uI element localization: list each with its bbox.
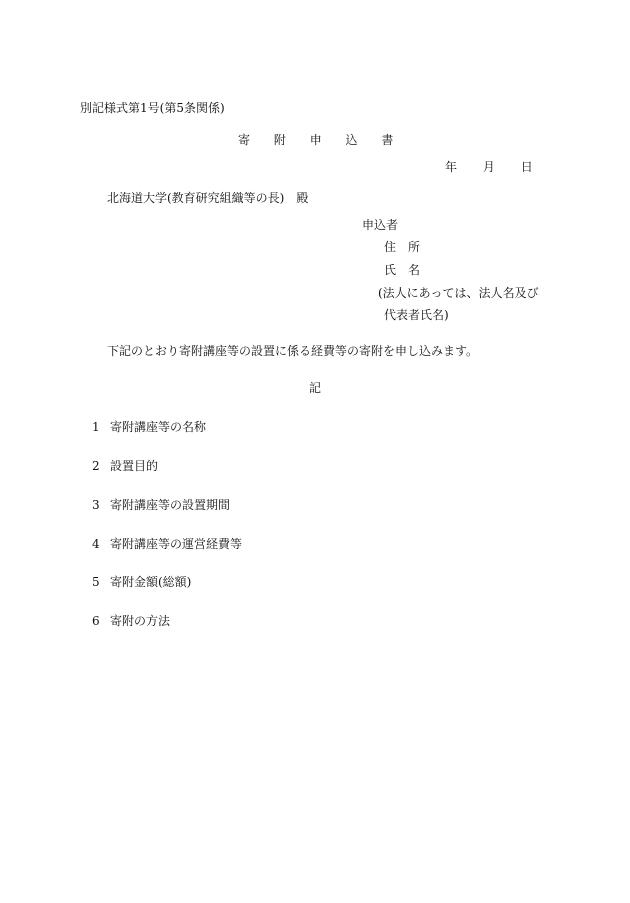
item-number: 4 — [92, 537, 100, 551]
title-char: 申 — [309, 133, 322, 147]
item-number: 6 — [92, 614, 100, 628]
list-item — [92, 614, 170, 628]
title-char: 書 — [381, 133, 394, 147]
list-item — [92, 459, 158, 473]
item-text: 寄附金額(総額) — [110, 575, 192, 589]
corporate-note-line1: (法人にあっては、法人名及び — [378, 286, 539, 300]
intro-text: 下記のとおり寄附講座等の設置に係る経費等の寄附を申し込みます。 — [107, 344, 479, 358]
ki-heading: 記 — [309, 381, 322, 395]
item-number: 3 — [92, 498, 100, 512]
item-number: 2 — [92, 459, 100, 473]
list-item — [92, 420, 206, 434]
form-reference: 別記様式第1号(第5条関係) — [80, 101, 225, 115]
list-item — [92, 575, 191, 589]
title-char: 寄 — [238, 133, 251, 147]
list-item — [92, 498, 230, 512]
item-number: 1 — [92, 420, 100, 434]
item-text: 寄附の方法 — [110, 614, 171, 628]
date-month-label: 月 — [482, 160, 495, 174]
item-text: 寄附講座等の設置期間 — [110, 498, 231, 512]
title-char: 附 — [273, 133, 286, 147]
item-text: 設置目的 — [110, 459, 159, 473]
document-title — [238, 133, 393, 147]
address-label: 住 所 — [384, 240, 421, 254]
date-day-label: 日 — [520, 160, 533, 174]
title-char: 込 — [345, 133, 358, 147]
item-text: 寄附講座等の運営経費等 — [110, 537, 243, 551]
item-number: 5 — [92, 575, 100, 589]
corporate-note-line2: 代表者氏名) — [384, 308, 449, 322]
item-text: 寄附講座等の名称 — [110, 420, 207, 434]
date-line — [445, 160, 533, 174]
date-year-label: 年 — [445, 160, 458, 174]
list-item — [92, 537, 242, 551]
name-label: 氏 名 — [384, 263, 421, 277]
applicant-label: 申込者 — [362, 218, 399, 232]
addressee: 北海道大学(教育研究組織等の長) 殿 — [107, 191, 309, 205]
